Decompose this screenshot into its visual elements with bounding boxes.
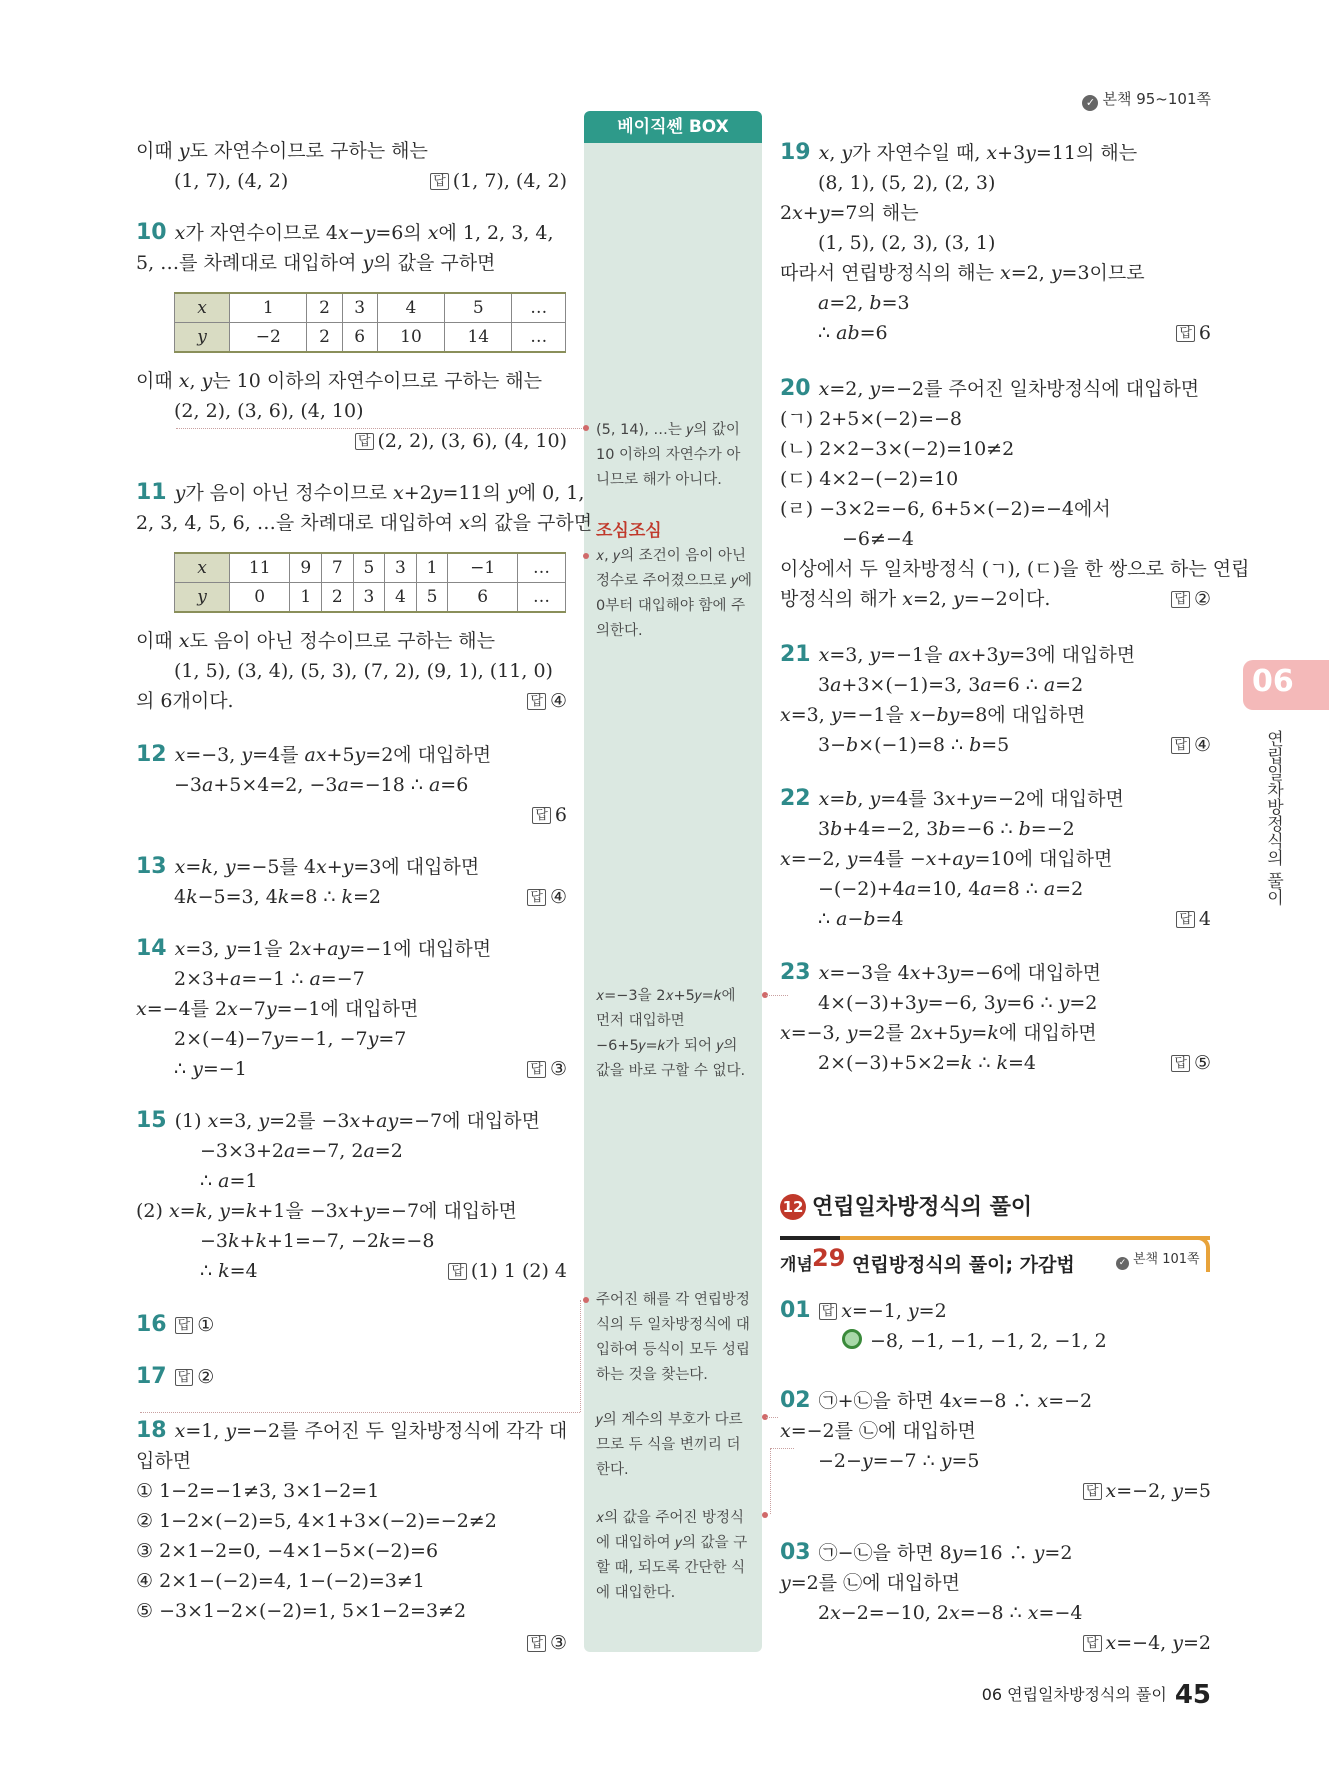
left-line-0: 이때 𝑦도 자연수이므로 구하는 해는 <box>136 140 428 162</box>
chapter-tab-number: 06 <box>1252 664 1294 699</box>
left-line-24: ∴ 𝑎=1 <box>200 1170 258 1192</box>
page-number: 45 <box>1174 1680 1211 1710</box>
check-icon: ✓ <box>1082 95 1098 111</box>
connector-dot <box>583 553 589 559</box>
right2-line-3: 𝑥=−2를 ㉡에 대입하면 <box>780 1420 976 1442</box>
answer-10: 답 (2, 2), (3, 6), (4, 10) <box>355 426 567 457</box>
answer-13: 답 ④ <box>527 882 567 913</box>
table-cell: … <box>512 323 566 353</box>
answer-20: 답 ② <box>1171 584 1211 615</box>
table-cell: 14 <box>445 323 512 353</box>
right-line-8: (ㄱ) 2+5×(−2)=−8 <box>780 408 962 430</box>
table-cell: 7 <box>322 553 354 583</box>
table-cell: 1 <box>290 583 322 613</box>
side-note-2: 𝑥, 𝑦의 조건이 음이 아닌 정수로 주어졌으므로 𝑦에 0부터 대입해야 함에 주의한다. <box>596 548 753 639</box>
answer-11: 답 ④ <box>527 686 567 717</box>
table-cell: 5 <box>416 583 448 613</box>
table-cell: 𝑥 <box>175 293 230 323</box>
answer-19: 답 6 <box>1176 318 1211 349</box>
table-cell: 𝑦 <box>175 583 230 613</box>
right-line-17: 𝑥=3, 𝑦=−1을 𝑥−𝑏𝑦=8에 대입하면 <box>780 704 1086 726</box>
connector-dot <box>583 1297 589 1303</box>
right-line-3: (1, 5), (2, 3), (3, 1) <box>818 232 996 254</box>
problem-20: 20 𝑥=2, 𝑦=−2를 주어진 일차방정식에 대입하면 <box>780 376 1200 401</box>
answer-15: 답 (1) 1 (2) 4 <box>448 1256 567 1287</box>
table-cell: 1 <box>416 553 448 583</box>
connector-line <box>140 1412 580 1413</box>
right-line-18: 3−𝑏×(−1)=8 ∴ 𝑏=5 <box>818 734 1010 756</box>
problem-23: 23 𝑥=−3을 4𝑥+3𝑦=−6에 대입하면 <box>780 960 1101 985</box>
page-reference <box>1082 88 1211 111</box>
page-reference-text: 본책 95~101쪽 <box>1102 90 1211 108</box>
right-line-25: 4×(−3)+3𝑦=−6, 3𝑦=6 ∴ 𝑦=2 <box>818 992 1098 1014</box>
right-line-10: (ㄷ) 4×2−(−2)=10 <box>780 468 959 490</box>
answer-12: 답 6 <box>532 800 567 831</box>
answer-21: 답 ④ <box>1171 730 1211 761</box>
table-cell: 5 <box>353 553 385 583</box>
right-line-9: (ㄴ) 2×2−3×(−2)=10≠2 <box>780 438 1015 460</box>
problem-10: 10 𝑥가 자연수이므로 4𝑥−𝑦=6의 𝑥에 1, 2, 3, 4, <box>136 220 554 245</box>
problem-15: 15 (1) 𝑥=3, 𝑦=2를 −3𝑥+𝑎𝑦=−7에 대입하면 <box>136 1108 540 1133</box>
left-line-4: 이때 𝑥, 𝑦는 10 이하의 자연수이므로 구하는 해는 <box>136 370 542 392</box>
section-title: 연립일차방정식의 풀이 <box>812 1195 1033 1220</box>
left-line-19: 𝑥=−4를 2𝑥−7𝑦=−1에 대입하면 <box>136 998 419 1020</box>
concept-label: 개념 <box>780 1255 813 1275</box>
connector-line <box>766 995 788 996</box>
right-line-20: 3𝑏+4=−2, 3𝑏=−6 ∴ 𝑏=−2 <box>818 818 1075 840</box>
left-line-21: ∴ 𝑦=−1 <box>174 1058 247 1080</box>
right2-line-4: −2−𝑦=−7 ∴ 𝑦=5 <box>818 1450 980 1472</box>
table-cell: −2 <box>230 323 307 353</box>
left-line-31: 입하면 <box>136 1450 192 1472</box>
exercise-02: 02 ㉠+㉡을 하면 4𝑥=−8 ∴ 𝑥=−2 <box>780 1388 1093 1413</box>
caution-title: 조심조심 <box>596 521 662 541</box>
table-cell: 5 <box>445 293 512 323</box>
right-line-13: 이상에서 두 일차방정식 (ㄱ), (ㄷ)을 한 쌍으로 하는 연립 <box>780 558 1250 580</box>
right-line-2: 2𝑥+𝑦=7의 해는 <box>780 202 919 224</box>
concept-number: 29 <box>812 1244 846 1272</box>
left-line-10: (1, 5), (3, 4), (5, 3), (7, 2), (9, 1), (11, 0) <box>174 660 553 682</box>
table-cell: 4 <box>385 583 417 613</box>
table-cell: 11 <box>230 553 290 583</box>
table-row-x <box>175 553 566 583</box>
option-3: ③ 2×1−2=0, −4×1−5×(−2)=6 <box>136 1540 439 1562</box>
exercise-01-hint: −8, −1, −1, −1, 2, −1, 2 <box>842 1326 1107 1356</box>
concept-bar <box>780 1236 1210 1240</box>
section-number: 12 <box>780 1194 806 1220</box>
problem-17: 17 답 ② <box>136 1364 215 1389</box>
right-line-1: (8, 1), (5, 2), (2, 3) <box>818 172 996 194</box>
connector-line <box>770 1448 794 1449</box>
problem-12: 12 𝑥=−3, 𝑦=4를 𝑎𝑥+5𝑦=2에 대입하면 <box>136 742 492 767</box>
answer-02: 답 𝑥=−2, 𝑦=5 <box>1083 1476 1211 1507</box>
left-line-3: 5, …를 차례대로 대입하여 𝑦의 값을 구하면 <box>136 252 496 274</box>
right-line-12: −6≠−4 <box>842 528 914 550</box>
table-cell: 3 <box>353 583 385 613</box>
table-cell: 2 <box>307 323 342 353</box>
table-cell: 6 <box>342 323 377 353</box>
right-line-11: (ㄹ) −3×2=−6, 6+5×(−2)=−4에서 <box>780 498 1111 520</box>
answer-03: 답 𝑥=−4, 𝑦=2 <box>1083 1628 1211 1659</box>
concept-bar-accent <box>780 1236 840 1240</box>
table-cell: 2 <box>322 583 354 613</box>
table-cell: … <box>517 583 565 613</box>
right-line-22: −(−2)+4𝑎=10, 4𝑎=8 ∴ 𝑎=2 <box>818 878 1084 900</box>
exercise-03: 03 ㉠−㉡을 하면 8𝑦=16 ∴ 𝑦=2 <box>780 1540 1073 1565</box>
table-cell: 𝑦 <box>175 323 230 353</box>
right-line-4: 따라서 연립방정식의 해는 𝑥=2, 𝑦=3이므로 <box>780 262 1145 284</box>
table-cell: 0 <box>230 583 290 613</box>
concept-reference: ✓ 본책 101쪽 <box>1116 1248 1200 1270</box>
answer-22: 답 4 <box>1176 904 1211 935</box>
option-4: ④ 2×1−(−2)=4, 1−(−2)=3≠1 <box>136 1570 425 1592</box>
right-line-5: 𝑎=2, 𝑏=3 <box>818 292 910 314</box>
page-footer <box>982 1680 1211 1710</box>
table-cell: 9 <box>290 553 322 583</box>
table-row-x <box>175 293 566 323</box>
problem-13: 13 𝑥=𝑘, 𝑦=−5를 4𝑥+𝑦=3에 대입하면 <box>136 854 480 879</box>
exercise-01: 01 답 𝑥=−1, 𝑦=2 <box>780 1298 947 1323</box>
side-note-4: 주어진 해를 각 연립방정식의 두 일차방정식에 대입하여 등식이 모두 성립하는 것을 찾는다. <box>596 1292 750 1383</box>
left-line-23: −3×3+2𝑎=−7, 2𝑎=2 <box>200 1140 403 1162</box>
table-cell: 6 <box>448 583 518 613</box>
chapter-tab-title: 연립일차방정식의 풀이 <box>1263 730 1283 906</box>
connector-line <box>580 1300 581 1412</box>
side-note-1: (5, 14), …는 𝑦의 값이 10 이하의 자연수가 아니므로 해가 아니다. <box>596 422 741 488</box>
connector-dot <box>762 1512 768 1518</box>
right-line-26: 𝑥=−3, 𝑦=2를 2𝑥+5𝑦=𝑘에 대입하면 <box>780 1022 1097 1044</box>
left-line-9: 이때 𝑥도 음이 아닌 정수이므로 구하는 해는 <box>136 630 495 652</box>
right-line-6: ∴ 𝑎𝑏=6 <box>818 322 888 344</box>
left-line-16: 4𝑘−5=3, 4𝑘=8 ∴ 𝑘=2 <box>174 886 381 908</box>
side-note-5: 𝑦의 계수의 부호가 다르므로 두 식을 변끼리 더한다. <box>596 1412 743 1478</box>
right-line-14: 방정식의 해가 𝑥=2, 𝑦=−2이다. <box>780 588 1051 610</box>
table-cell: 2 <box>307 293 342 323</box>
left-line-13: −3𝑎+5×4=2, −3𝑎=−18 ∴ 𝑎=6 <box>174 774 469 796</box>
left-line-8: 2, 3, 4, 5, 6, …을 차례대로 대입하여 𝑥의 값을 구하면 <box>136 512 593 534</box>
left-line-27: ∴ 𝑘=4 <box>200 1260 258 1282</box>
side-note-3: 𝑥=−3을 2𝑥+5𝑦=𝑘에 먼저 대입하면 −6+5𝑦=𝑘가 되어 𝑦의 값을 바로 구할 수 없다. <box>596 988 746 1079</box>
right2-line-8: 2𝑥−2=−10, 2𝑥=−8 ∴ 𝑥=−4 <box>818 1602 1083 1624</box>
basic-box-title: 베이직쎈 BOX <box>584 111 762 143</box>
problem-11: 11 𝑦가 음이 아닌 정수이므로 𝑥+2𝑦=11의 𝑦에 0, 1, <box>136 480 585 505</box>
footer-title: 06 연립일차방정식의 풀이 <box>981 1685 1167 1704</box>
table-cell: 4 <box>377 293 444 323</box>
option-5: ⑤ −3×1−2×(−2)=1, 5×1−2=3≠2 <box>136 1600 467 1622</box>
connector-line <box>766 1417 778 1418</box>
left-line-1: (1, 7), (4, 2) <box>174 170 289 192</box>
table-cell: 10 <box>377 323 444 353</box>
right-line-16: 3𝑎+3×(−1)=3, 3𝑎=6 ∴ 𝑎=2 <box>818 674 1084 696</box>
table-cell: … <box>517 553 565 583</box>
table-cell: −1 <box>448 553 518 583</box>
right-line-23: ∴ 𝑎−𝑏=4 <box>818 908 904 930</box>
answer-23: 답 ⑤ <box>1171 1048 1211 1079</box>
table-cell: 1 <box>230 293 307 323</box>
problem-14: 14 𝑥=3, 𝑦=1을 2𝑥+𝑎𝑦=−1에 대입하면 <box>136 936 492 961</box>
table-cell: … <box>512 293 566 323</box>
answer-18: 답 ③ <box>527 1628 567 1659</box>
problem-18: 18 𝑥=1, 𝑦=−2를 주어진 두 일차방정식에 각각 대 <box>136 1418 568 1443</box>
problem-21: 21 𝑥=3, 𝑦=−1을 𝑎𝑥+3𝑦=3에 대입하면 <box>780 642 1136 667</box>
value-table-10 <box>174 292 566 353</box>
right2-line-7: 𝑦=2를 ㉡에 대입하면 <box>780 1572 960 1594</box>
concept-title: 연립방정식의 풀이; 가감법 <box>852 1254 1075 1276</box>
option-1: ① 1−2=−1≠3, 3×1−2=1 <box>136 1480 380 1502</box>
left-line-18: 2×3+𝑎=−1 ∴ 𝑎=−7 <box>174 968 365 990</box>
table-cell: 𝑥 <box>175 553 230 583</box>
check-icon: ✓ <box>1116 1257 1129 1270</box>
connector-line <box>770 1448 771 1514</box>
problem-16: 16 답 ① <box>136 1312 215 1337</box>
connector-dot <box>583 425 589 431</box>
side-note-6: 𝑥의 값을 주어진 방정식에 대입하여 𝑦의 값을 구할 때, 되도록 간단한 식에 대입한다. <box>596 1510 748 1601</box>
left-line-25: (2) 𝑥=𝑘, 𝑦=𝑘+1을 −3𝑥+𝑦=−7에 대입하면 <box>136 1200 517 1222</box>
problem-22: 22 𝑥=𝑏, 𝑦=4를 3𝑥+𝑦=−2에 대입하면 <box>780 786 1124 811</box>
right-line-21: 𝑥=−2, 𝑦=4를 −𝑥+𝑎𝑦=10에 대입하면 <box>780 848 1113 870</box>
table-row-y <box>175 323 566 353</box>
value-table-11 <box>174 552 566 613</box>
left-line-11: 의 6개이다. <box>136 690 234 712</box>
left-line-20: 2×(−4)−7𝑦=−1, −7𝑦=7 <box>174 1028 407 1050</box>
answer-14: 답 ③ <box>527 1054 567 1085</box>
table-cell: 3 <box>385 553 417 583</box>
option-2: ② 1−2×(−2)=5, 4×1+3×(−2)=−2≠2 <box>136 1510 497 1532</box>
table-cell: 3 <box>342 293 377 323</box>
left-line-26: −3𝑘+𝑘+1=−7, −2𝑘=−8 <box>200 1230 435 1252</box>
problem-19: 19 𝑥, 𝑦가 자연수일 때, 𝑥+3𝑦=11의 해는 <box>780 140 1138 165</box>
search-icon <box>842 1329 862 1349</box>
right-line-27: 2×(−3)+5×2=𝑘 ∴ 𝑘=4 <box>818 1052 1036 1074</box>
table-row-y <box>175 583 566 613</box>
left-line-5: (2, 2), (3, 6), (4, 10) <box>174 400 364 422</box>
answer-9: 답 (1, 7), (4, 2) <box>430 166 567 197</box>
